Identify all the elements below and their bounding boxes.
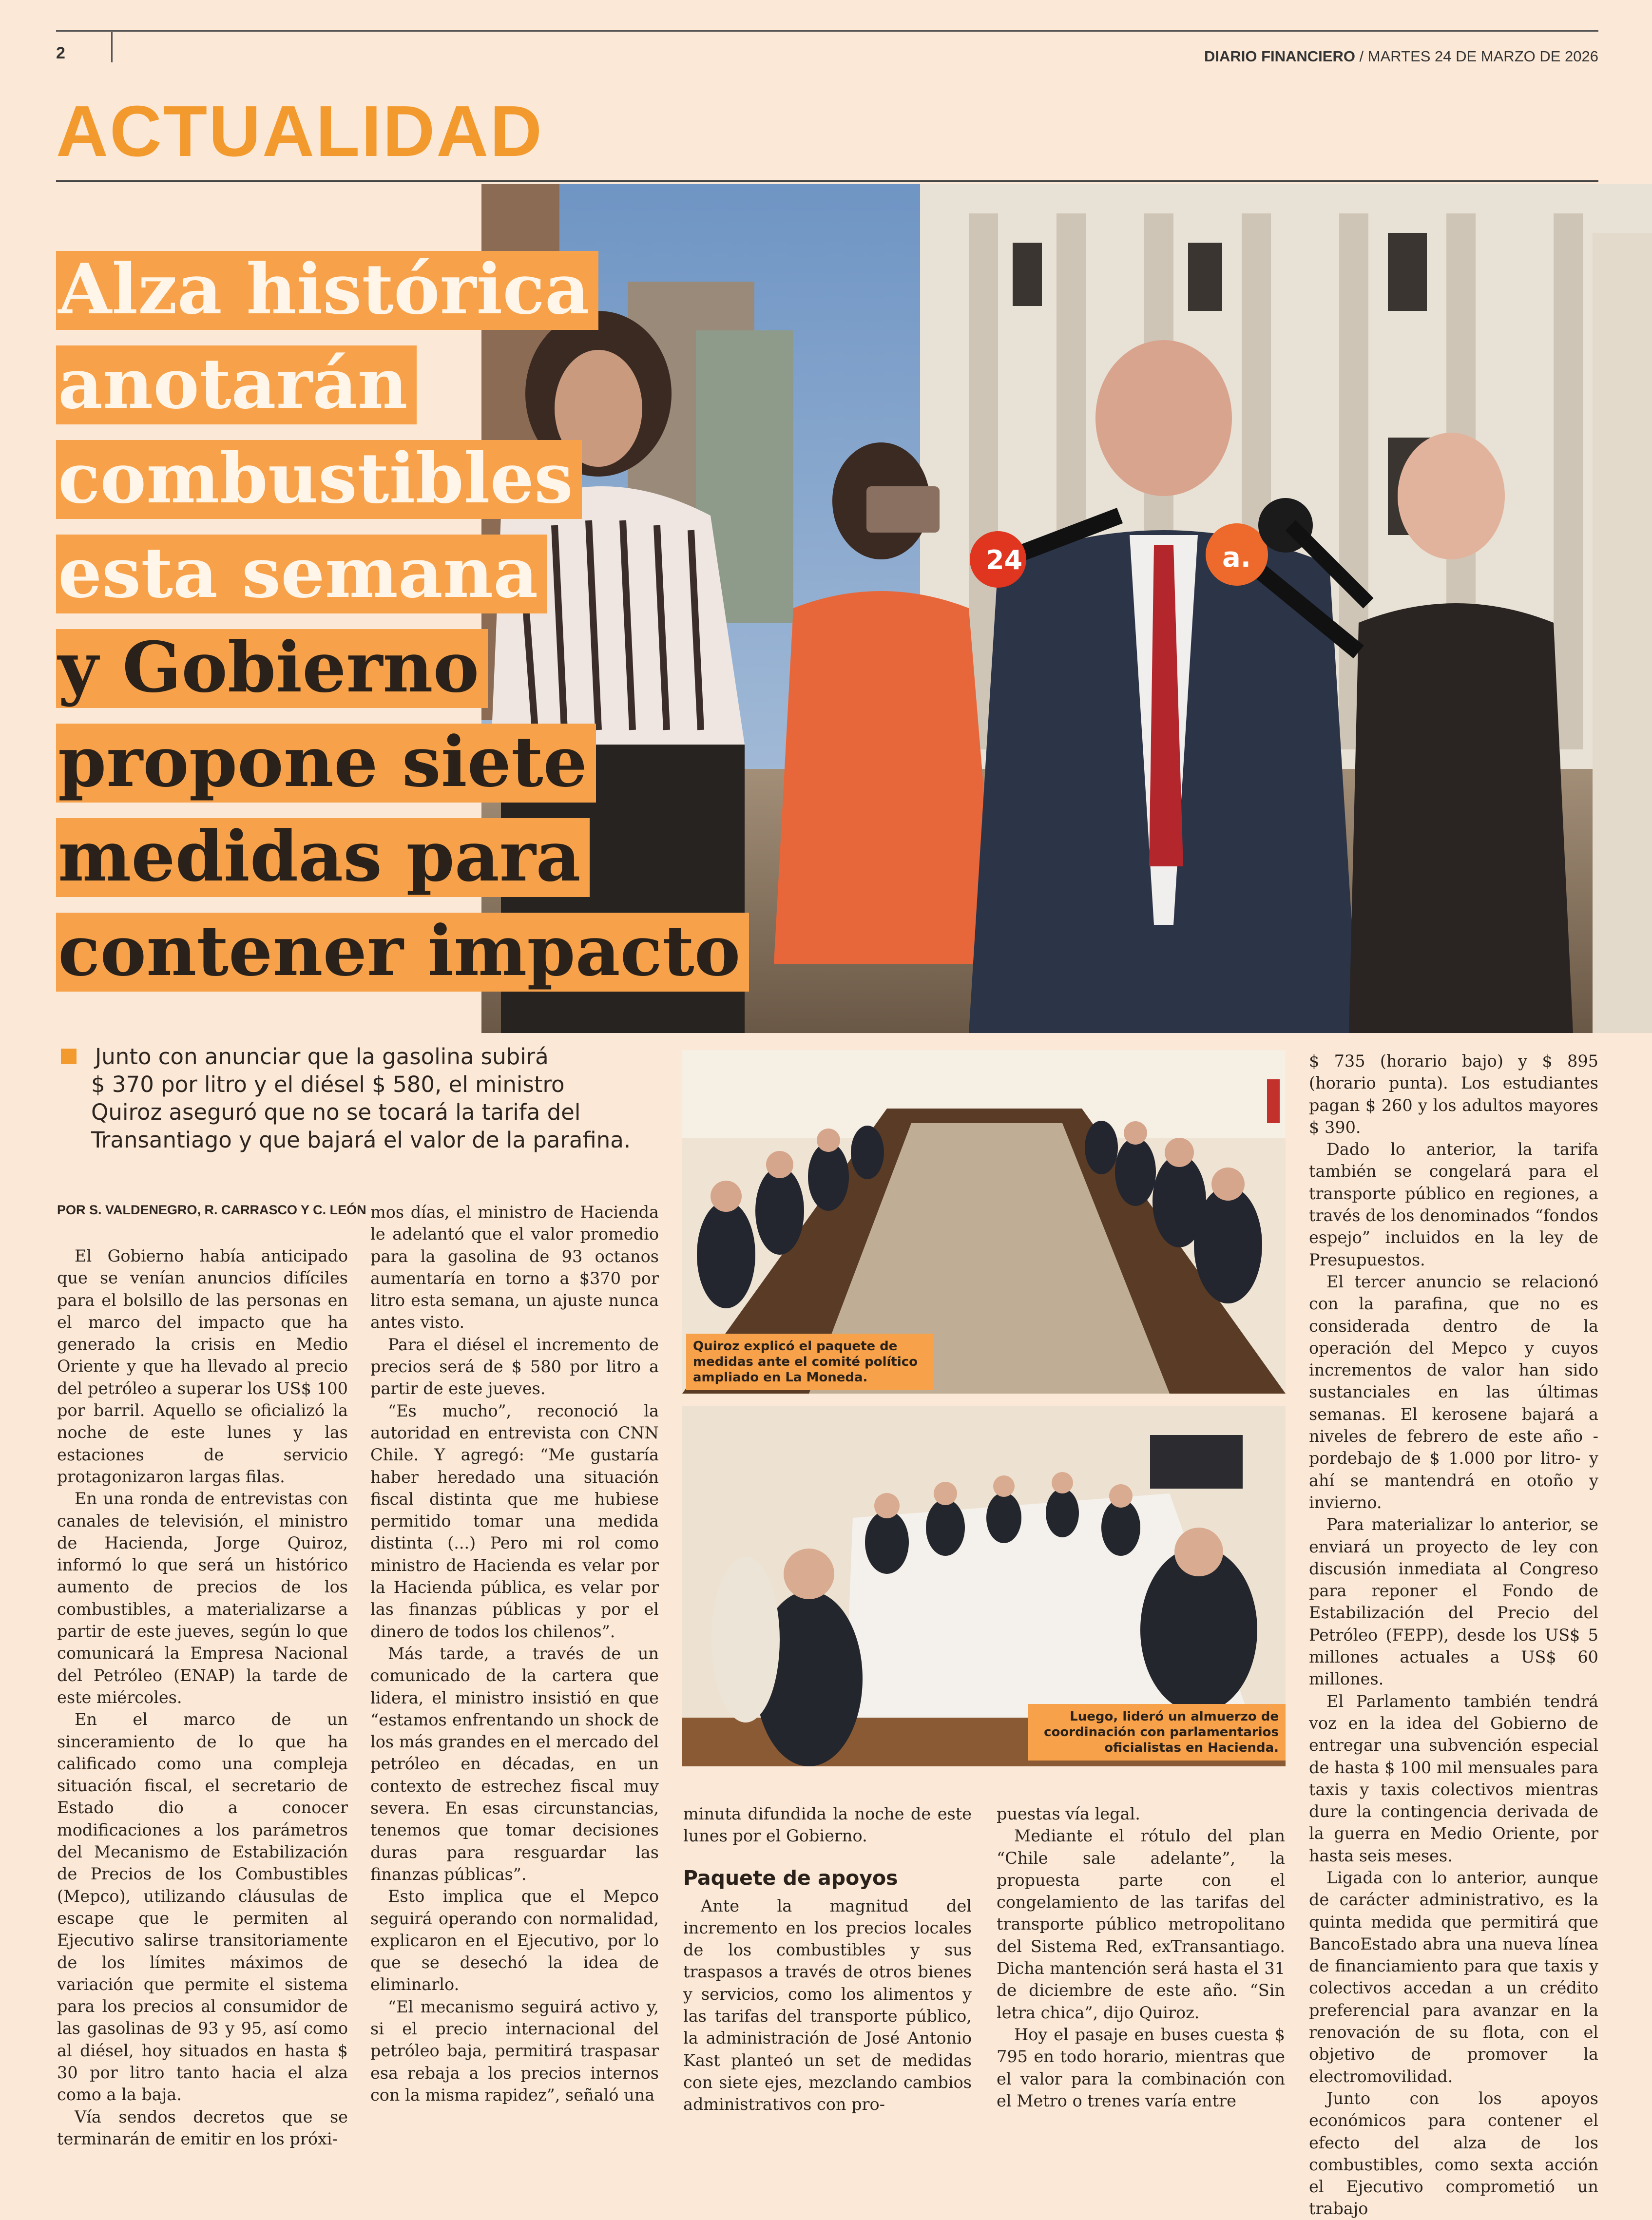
page-number-divider	[111, 32, 113, 62]
headline-line: esta semana	[56, 535, 547, 613]
headline-line: medidas para	[56, 818, 590, 897]
headline-line: Alza histórica	[56, 251, 598, 330]
paragraph: El tercer anuncio se relacionó con la parafina, que no es considerada dentro de la operación del Mepco y cuyos incrementos de valor han sido sustanciales en las últimas semanas. El kerosene bajará a niveles de febrero de este año -pordebajo de $ 1.000 por litro- y ahí se mantendrá en otoño y invierno.	[1309, 1272, 1598, 1512]
subhead-line: Junto con anunciar que la gasolina subirá	[95, 1044, 549, 1070]
subheadline	[61, 1043, 670, 1154]
running-header	[1204, 48, 1598, 65]
photo-caption-2: Luego, lideró un almuerzo de coordinación con parlamentarios oficialistas en Hacienda.	[1028, 1704, 1286, 1761]
top-rule	[56, 30, 1598, 32]
issue-date: / MARTES 24 DE MARZO DE 2026	[1359, 48, 1598, 65]
headline-line: anotarán	[56, 345, 417, 424]
paragraph: Junto con los apoyos económicos para contener el efecto del alza de los combustibles, como sexta acción el Ejecutivo comprometió un trabajo	[1309, 2088, 1598, 2219]
headline-line: combustibles	[56, 440, 582, 519]
article-column-5	[1309, 1050, 1598, 2220]
bullet-square-icon	[61, 1049, 77, 1064]
article-column-4	[997, 1803, 1285, 2112]
paragraph: “El mecanismo seguirá activo y, si el precio internacional del petróleo baja, permitirá traspasar esa rebaja a los precios internos con la misma rapidez”, señaló una	[370, 1997, 659, 2105]
headline-line: contener impacto	[56, 913, 749, 992]
paragraph: $ 735 (horario bajo) y $ 895 (horario punta). Los estudiantes pagan $ 260 y los adultos mayores $ 390.	[1309, 1052, 1598, 1137]
headline	[56, 251, 748, 1007]
paragraph: Dado lo anterior, la tarifa también se congelará para el transporte público en regiones, a través de los denominados “fondos espejo” incluidos en la ley de Presupuestos.	[1309, 1140, 1598, 1269]
section-title: ACTUALIDAD	[56, 91, 544, 172]
paragraph: Hoy el pasaje en buses cuesta $ 795 en todo horario, mientras que el valor para la combinación con el Metro o trenes varía entre	[997, 2025, 1285, 2110]
paragraph: Para el diésel el incremento de precios será de $ 580 por litro a partir de este jueves.	[370, 1335, 659, 1398]
paragraph: En una ronda de entrevistas con canales de televisión, el ministro de Hacienda, Jorge Quiroz, informó lo que será un histórico aumento de precios de los combustibles, a materializarse a partir de este jueves, según lo que comunicará la Empresa Nacional del Petróleo (ENAP) la tarde de este miércoles.	[57, 1489, 348, 1707]
subhead-line: $ 370 por litro y el diésel $ 580, el ministro	[91, 1072, 565, 1097]
paragraph: Ligada con lo anterior, aunque de carácter administrativo, es la quinta medida que permitirá que BancoEstado abra una nueva línea de financiamiento para que taxis y colectivos accedan a un crédito preferencial para avanzar en la renovación de su flota, con el objetivo de promover la electromovilidad.	[1309, 1868, 1598, 2086]
mic-logo-a: a.	[1222, 542, 1251, 574]
paragraph: Vía sendos decretos que se terminarán de emitir en los próxi-	[57, 2107, 348, 2148]
paragraph: El Gobierno había anticipado que se venían anuncios difíciles para el bolsillo de las personas en el marco del impacto que ha generado la crisis en Medio Oriente y que ha llevado al precio del petróleo a superar los US$ 100 por barril. Aquello se oficializó la noche de este lunes y las estaciones de servicio protagonizaron largas filas.	[57, 1246, 348, 1486]
subhead-line: Quiroz aseguró que no se tocará la tarifa del	[91, 1099, 581, 1125]
paragraph: En el marco de un sinceramiento de lo que ha calificado como una compleja situación fiscal, el secretario de Estado dio a conocer modificaciones a los parámetros del Mecanismo de Estabilización de Precios de los Combustibles (Mepco), utilizando cláusulas de escape que le permiten al Ejecutivo salirse transitoriamente de los límites máximos de variación que permite el sistema para los precios al consumidor de las gasolinas de 93 y 95, así como al diésel, hoy situados en hasta $ 30 por litro tanto hacia el alza como a la baja.	[57, 1710, 348, 2105]
article-column-3	[683, 1803, 972, 2116]
headline-line: y Gobierno	[56, 629, 488, 708]
paragraph: puestas vía legal.	[997, 1804, 1140, 1823]
article-column-2	[370, 1201, 659, 2106]
byline: POR S. VALDENEGRO, R. CARRASCO Y C. LEÓN	[57, 1203, 366, 1217]
section-rule	[56, 180, 1598, 182]
photo-caption-1: Quiroz explicó el paquete de medidas ante el comité político ampliado en La Moneda.	[686, 1334, 934, 1390]
subhead-line: Transantiago y que bajará el valor de la parafina.	[91, 1127, 631, 1153]
paragraph: mos días, el ministro de Hacienda le adelantó que el valor promedio para la gasolina de 93 octanos aumentaría en torno a $370 por litro esta semana, un ajuste nunca antes visto.	[370, 1203, 659, 1332]
mic-logo-24: 24	[986, 545, 1023, 575]
publication-name: DIARIO FINANCIERO	[1204, 48, 1355, 65]
page-number: 2	[56, 44, 65, 62]
paragraph: Esto implica que el Mepco seguirá operando con normalidad, explicaron en el Ejecutivo, por lo que se desechó la idea de eliminarlo.	[370, 1887, 659, 1994]
article-column-1	[57, 1245, 348, 2150]
paragraph: El Parlamento también tendrá voz en la idea del Gobierno de entregar una subvención especial de hasta $ 100 mil mensuales para taxis y taxis colectivos mientras dure la contingencia derivada de la guerra en Medio Oriente, por hasta seis meses.	[1309, 1691, 1598, 1865]
paragraph: Mediante el rótulo del plan “Chile sale adelante”, la propuesta parte con el congelamiento de las tarifas del transporte público metropolitano del Sistema Red, exTransantiago. Dicha mantención será hasta el 31 de diciembre de este año. “Sin letra chica”, dijo Quiroz.	[997, 1826, 1285, 2022]
headline-line: propone siete	[56, 724, 596, 803]
paragraph: Para materializar lo anterior, se enviará un proyecto de ley con discusión inmediata al Congreso para reponer el Fondo de Estabilización del Precio del Petróleo (FEPP), desde los US$ 5 millones actuales a US$ 60 millones.	[1309, 1515, 1598, 1689]
paragraph: “Es mucho”, reconoció la autoridad en entrevista con CNN Chile. Y agregó: “Me gustaría haber heredado una situación fiscal distinta que me hubiese permitido tomar una medida distinta (...) Pero mi rol como ministro de Hacienda es velar por la Hacienda pública, es velar por las finanzas públicas y por el dinero de todos los chilenos”.	[370, 1401, 659, 1641]
paragraph: Más tarde, a través de un comunicado de la cartera que lidera, el ministro insistió en que “estamos enfrentando un shock de los más grandes en el mercado del petróleo en décadas, en un contexto de estrechez fiscal muy severa. En esas circunstancias, tenemos que tomar decisiones duras para resguardar las finanzas públicas”.	[370, 1644, 659, 1884]
subheading: Paquete de apoyos	[683, 1866, 898, 1890]
paragraph: Ante la magnitud del incremento en los precios locales de los combustibles y sus traspasos a través de otros bienes y servicios, como los alimentos y las tarifas del transporte público, la administración de José Antonio Kast planteó un set de medidas con siete ejes, mezclando cambios administrativos con pro-	[683, 1896, 972, 2114]
paragraph: minuta difundida la noche de este lunes por el Gobierno.	[683, 1804, 972, 1846]
